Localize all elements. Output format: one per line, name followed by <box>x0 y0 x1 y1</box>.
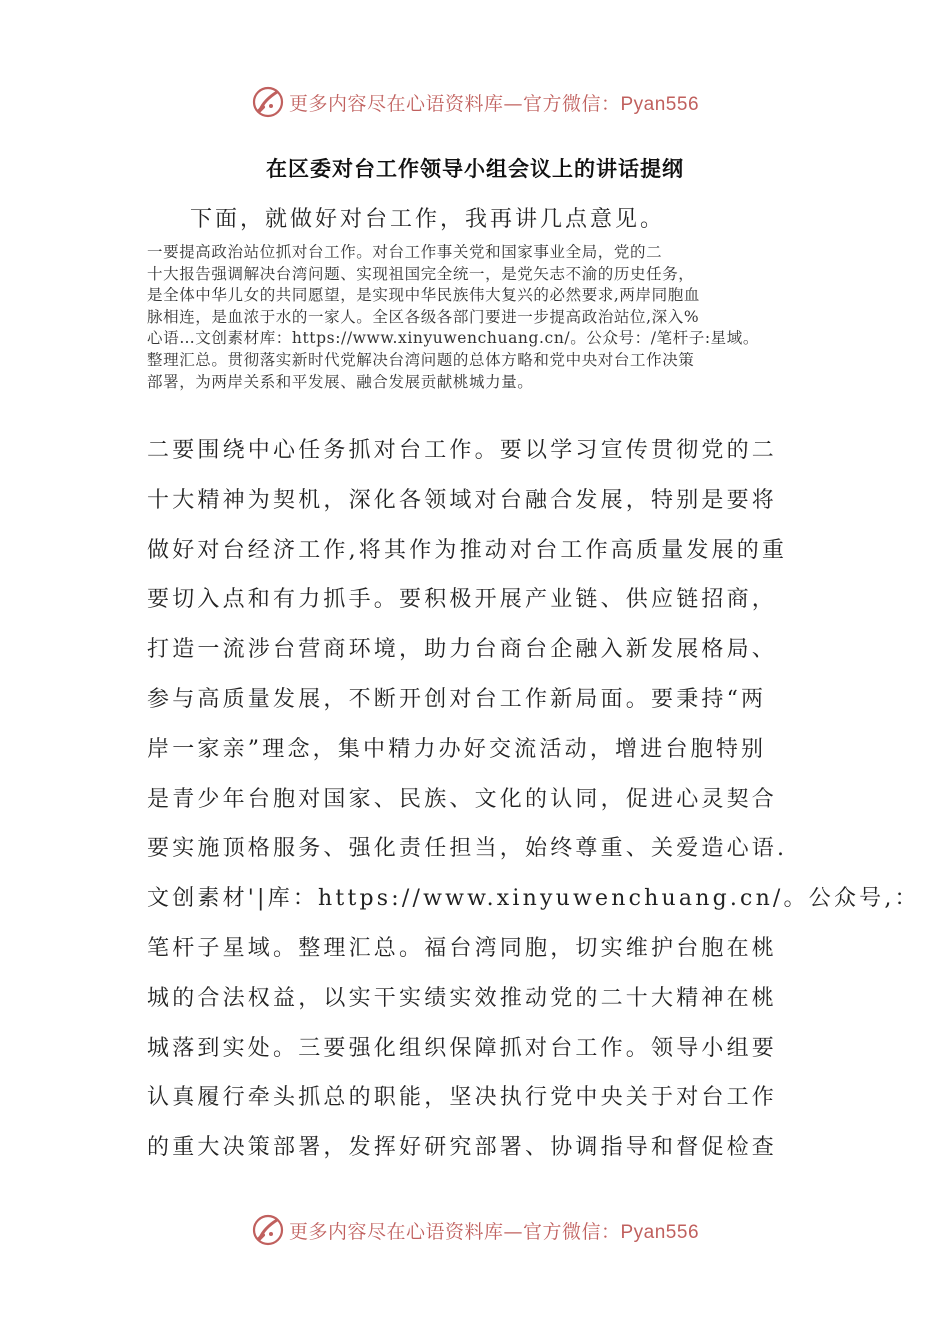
banner-slogan: 更多内容尽在心语资料库—官方微信： <box>288 92 621 115</box>
brush-logo-icon <box>251 85 285 119</box>
banner-text <box>289 89 699 116</box>
banner-content <box>251 85 699 119</box>
main-paragraph-line: 要切入点和有力抓手。要积极开展产业链、供应链招商， <box>147 587 778 613</box>
small-paragraph-line: 十大报告强调解决台湾问题、实现祖国完全统一，是党矢志不渝的历史任务， <box>147 264 695 283</box>
small-paragraph-line: 脉相连，是血浓于水的一家人。全区各级各部门要进一步提高政治站位,深入% <box>147 307 700 326</box>
main-paragraph-line: 的重大决策部署，发挥好研究部署、协调指导和督促检查 <box>147 1135 778 1161</box>
header-banner <box>0 82 950 122</box>
main-paragraph-line: 认真履行牵头抓总的职能，坚决执行党中央关于对台工作 <box>147 1085 778 1111</box>
banner-content <box>251 1213 699 1247</box>
main-paragraph-line: 城的合法权益，以实干实绩实效推动党的二十大精神在桃 <box>147 985 778 1011</box>
main-paragraph-line: 岸一家亲”理念，集中精力办好交流活动，增进台胞特别 <box>147 736 767 762</box>
small-paragraph-line: 心语…文创素材库：https://www.xinyuwenchuang.cn/。公众号：/笔杆子:星域。 <box>147 329 759 348</box>
small-paragraph-line: 一要提高政治站位抓对台工作。对台工作事关党和国家事业全局，党的二 <box>147 243 663 261</box>
main-paragraph-line: 打造一流涉台营商环境，助力台商台企融入新发展格局、 <box>147 637 778 663</box>
footer-banner <box>0 1210 950 1250</box>
main-paragraph-line: 做好对台经济工作,将其作为推动对台工作高质量发展的重 <box>147 537 788 563</box>
document-title: 在区委对台工作领导小组会议上的讲话提纲 <box>266 157 684 181</box>
small-paragraph-line: 部署，为两岸关系和平发展、融合发展贡献桃城力量。 <box>147 372 534 391</box>
banner-wechat-id: Pyan556 <box>620 1221 700 1243</box>
small-paragraph <box>147 242 812 393</box>
banner-wechat-id: Pyan556 <box>620 93 700 115</box>
small-paragraph-line: 是全体中华儿女的共同愿望，是实现中华民族伟大复兴的必然要求,两岸同胞血 <box>147 286 700 305</box>
main-paragraph-line: 二要围绕中心任务抓对台工作。要以学习宣传贯彻党的二 <box>147 438 778 463</box>
main-paragraph-line: 是青少年台胞对国家、民族、文化的认同，促进心灵契合 <box>147 786 778 812</box>
main-paragraph-line: 参与高质量发展，不断开创对台工作新局面。要秉持“两 <box>147 686 767 712</box>
main-paragraph <box>147 426 920 1173</box>
banner-text <box>289 1217 699 1244</box>
main-paragraph-line: 笔杆子星域。整理汇总。福台湾同胞，切实维护台胞在桃 <box>147 935 778 961</box>
small-paragraph-line: 整理汇总。贯彻落实新时代党解决台湾问题的总体方略和党中央对台工作决策 <box>147 350 695 369</box>
main-paragraph-line: 文创素材'|库：https://www.xinyuwenchuang.cn/。公众号,： <box>147 886 920 912</box>
main-paragraph-line: 要实施顶格服务、强化责任担当，始终尊重、关爱造心语. <box>147 836 788 862</box>
main-paragraph-line: 城落到实处。三要强化组织保障抓对台工作。领导小组要 <box>147 1035 778 1061</box>
banner-slogan: 更多内容尽在心语资料库—官方微信： <box>288 1220 621 1243</box>
brush-logo-icon <box>251 1213 285 1247</box>
intro-line: 下面，就做好对台工作，我再讲几点意见。 <box>190 207 666 232</box>
main-paragraph-line: 十大精神为契机，深化各领域对台融合发展，特别是要将 <box>147 487 778 513</box>
